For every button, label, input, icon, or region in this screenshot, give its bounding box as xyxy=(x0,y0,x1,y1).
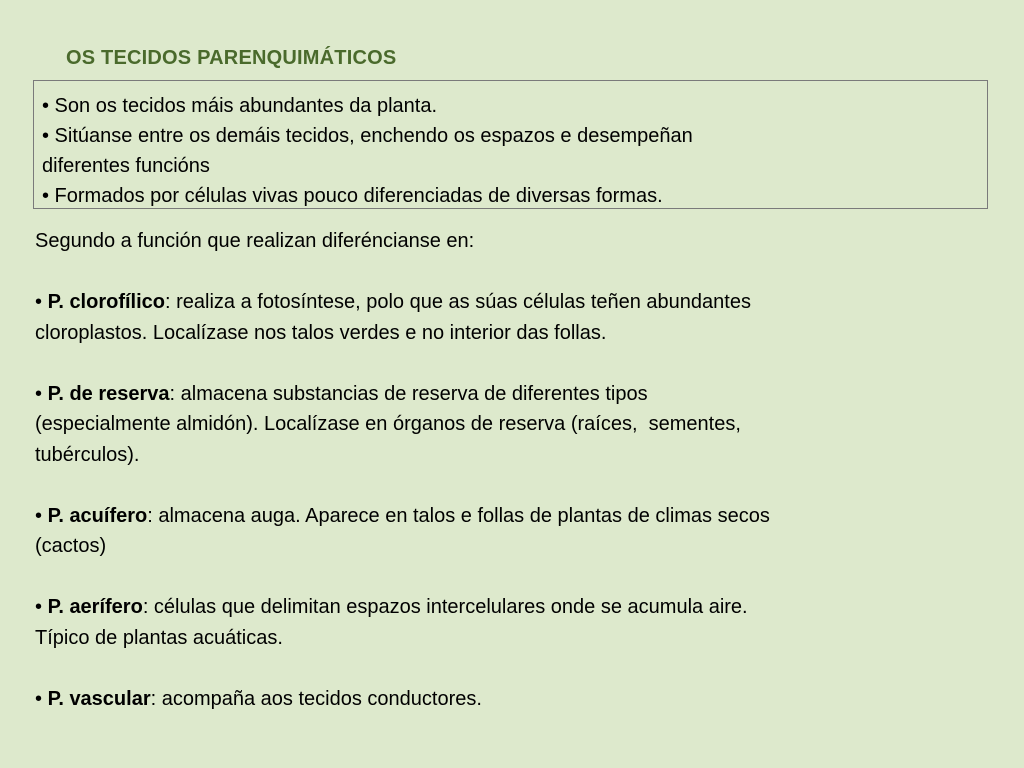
bullet: • xyxy=(35,596,48,618)
lead-text: Segundo a función que realizan diferéncianse en: xyxy=(35,230,475,252)
slide-title: OS TECIDOS PARENQUIMÁTICOS xyxy=(66,47,397,69)
type-term: P. vascular xyxy=(47,687,151,710)
intro-line: • Sitúanse entre os demáis tecidos, enchendo os espazos e desempeñan xyxy=(42,125,693,147)
type-clorofilico xyxy=(35,287,995,348)
type-description: (cactos) xyxy=(35,535,107,557)
type-description: tubérculos). xyxy=(35,443,140,466)
type-term: P. aerífero xyxy=(47,596,143,618)
type-reserva xyxy=(35,379,995,471)
intro-box xyxy=(33,80,988,209)
bullet: • xyxy=(35,291,48,313)
type-description: : realiza a fotosíntese, polo que as súas células teñen abundantes xyxy=(165,291,751,313)
intro-line: • Son os tecidos máis abundantes da planta. xyxy=(42,95,438,117)
type-term: P. acuífero xyxy=(47,504,148,527)
bullet: • xyxy=(35,504,48,527)
content-body xyxy=(35,226,995,714)
type-description: : almacena auga. Aparece en talos e follas de plantas de climas secos xyxy=(147,504,770,527)
type-description: (especialmente almidón). Localízase en órganos de reserva (raíces, sementes, xyxy=(35,413,741,435)
type-description: : almacena substancias de reserva de diferentes tipos xyxy=(169,382,648,405)
bullet: • xyxy=(35,382,48,405)
type-vascular xyxy=(35,684,995,715)
type-description: : células que delimitan espazos intercelulares onde se acumula aire. xyxy=(142,596,748,618)
intro-line: • Formados por células vivas pouco diferenciadas de diversas formas. xyxy=(42,185,663,207)
type-term: P. de reserva xyxy=(47,382,170,405)
bullet: • xyxy=(35,687,48,710)
type-aerifero xyxy=(35,592,995,653)
type-description: : acompaña aos tecidos conductores. xyxy=(150,687,482,710)
intro-line: diferentes funcións xyxy=(42,155,210,177)
type-description: cloroplastos. Localízase nos talos verdes e no interior das follas. xyxy=(35,321,607,344)
type-acuifero xyxy=(35,501,995,562)
type-term: P. clorofílico xyxy=(47,291,166,313)
type-description: Típico de plantas acuáticas. xyxy=(35,626,283,649)
